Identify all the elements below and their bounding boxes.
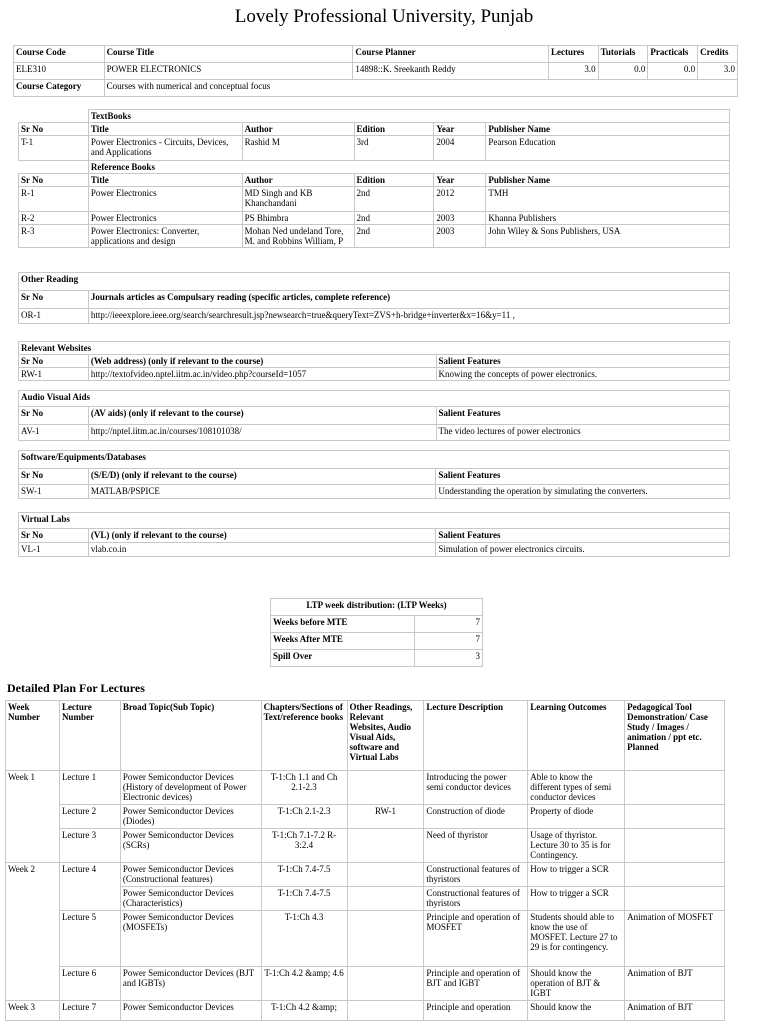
cell: 2nd (354, 187, 434, 212)
pedagogical-cell (625, 863, 725, 887)
table-row (6, 829, 725, 863)
cell: Khanna Publishers (486, 212, 730, 225)
description-cell: Constructional features of thyristors (424, 863, 528, 887)
topic-cell: Power Semiconductor Devices (Constructional features) (120, 863, 261, 887)
cell: PS Bhimbra (242, 212, 354, 225)
header-course-code: Course Code (14, 46, 105, 63)
vl-header-feat: Salient Features (436, 529, 730, 543)
topic-cell: Power Semiconductor Devices (SCRs) (120, 829, 261, 863)
av-header-ref: (AV aids) (only if relevant to the course) (88, 407, 436, 425)
table-row (6, 911, 725, 967)
lecture-cell: Lecture 6 (59, 967, 120, 1001)
header-credits: Credits (698, 46, 738, 63)
rb-header-year: Year (434, 174, 486, 187)
topic-cell: Power Semiconductor Devices (120, 1001, 261, 1021)
vl-header-ref: (VL) (only if relevant to the course) (88, 529, 435, 543)
description-cell: Introducing the power semi conductor devices (424, 771, 528, 805)
rb-header-srno: Sr No (19, 174, 89, 187)
or-ref: http://ieeexplore.ieee.org/search/searchresult.jsp?newsearch=true&queryText=ZVS+h-bridge+inverter&x=16&y=11 , (88, 309, 729, 324)
plan-heading: Detailed Plan For Lectures (7, 681, 145, 695)
rw-header-feat: Salient Features (436, 355, 730, 368)
rw-header-ref: (Web address) (only if relevant to the course) (88, 355, 436, 368)
ltp-table (270, 598, 483, 667)
ltp-value: 7 (415, 633, 483, 650)
cell: 2004 (434, 136, 486, 161)
description-cell: Construction of diode (424, 805, 528, 829)
outcome-cell: How to trigger a SCR (528, 863, 625, 887)
lecture-cell: Lecture 5 (59, 911, 120, 967)
table-row (6, 967, 725, 1001)
chapter-cell: T-1:Ch 4.2 &amp; 4.6 (261, 967, 347, 1001)
virtual-labs-table (18, 512, 730, 557)
other-cell (347, 967, 424, 1001)
header-course-planner: Course Planner (353, 46, 549, 63)
table-row (6, 1001, 725, 1021)
cell: MD Singh and KB Khanchandani (242, 187, 354, 212)
rb-header-author: Author (242, 174, 354, 187)
plan-header-outcomes: Learning Outcomes (528, 701, 625, 771)
chapter-cell: T-1:Ch 7.1-7.2 R-3:2.4 (261, 829, 347, 863)
cell: 2nd (354, 225, 434, 248)
av-header-feat: Salient Features (436, 407, 730, 425)
books-table (18, 109, 730, 248)
cell: T-1 (19, 136, 89, 161)
topic-cell: Power Semiconductor Devices (History of development of Power Electronic devices) (120, 771, 261, 805)
outcome-cell: How to trigger a SCR (528, 887, 625, 911)
outcome-cell: Students should able to know the use of MOSFET. Lecture 27 to 29 is for contingency. (528, 911, 625, 967)
outcome-cell: Property of diode (528, 805, 625, 829)
course-planner: 14898::K. Sreekanth Reddy (353, 63, 549, 80)
university-title: Lovely Professional University, Punjab (234, 6, 534, 27)
vl-srno: VL-1 (19, 543, 89, 557)
lecture-cell: Lecture 1 (59, 771, 120, 805)
ltp-label: Weeks before MTE (271, 616, 415, 633)
lecture-cell: Lecture 2 (59, 805, 120, 829)
week-cell: Week 1 (6, 771, 60, 863)
plan-header-topic: Broad Topic(Sub Topic) (120, 701, 261, 771)
other-reading-table (18, 272, 730, 324)
pedagogical-cell: Animation of MOSFET (625, 911, 725, 967)
cell: 2nd (354, 212, 434, 225)
cell: Power Electronics: Converter, applications and design (88, 225, 242, 248)
topic-cell: Power Semiconductor Devices (Characteristics) (120, 887, 261, 911)
ltp-label: Weeks After MTE (271, 633, 415, 650)
lecture-cell: Lecture 3 (59, 829, 120, 863)
header-practicals: Practicals (648, 46, 698, 63)
cell: 3rd (354, 136, 434, 161)
plan-header-lecture: Lecture Number (59, 701, 120, 771)
description-cell: Principle and operation of MOSFET (424, 911, 528, 967)
header-tutorials: Tutorials (598, 46, 648, 63)
topic-cell: Power Semiconductor Devices (MOSFETs) (120, 911, 261, 967)
chapter-cell: T-1:Ch 2.1-2.3 (261, 805, 347, 829)
description-cell: Principle and operation (424, 1001, 528, 1021)
outcome-cell: Usage of thyristor. Lecture 30 to 35 is for Contingency. (528, 829, 625, 863)
lecture-plan-table (5, 700, 725, 1021)
reference-label: Reference Books (88, 161, 729, 174)
chapter-cell: T-1:Ch 7.4-7.5 (261, 863, 347, 887)
credits-value: 3.0 (698, 63, 738, 80)
other-cell: RW-1 (347, 805, 424, 829)
cell: Power Electronics - Circuits, Devices, and Applications (88, 136, 242, 161)
chapter-cell: T-1:Ch 4.3 (261, 911, 347, 967)
software-label: Software/Equipments/Databases (19, 451, 730, 469)
lecture-cell: Lecture 4 (59, 863, 120, 911)
lecture-cell: Lecture 7 (59, 1001, 120, 1021)
pedagogical-cell (625, 771, 725, 805)
tb-header-edition: Edition (354, 123, 434, 136)
sw-header-ref: (S/E/D) (only if relevant to the course) (88, 469, 436, 485)
vl-link[interactable]: vlab.co.in (88, 543, 435, 557)
av-srno: AV-1 (19, 425, 89, 441)
header-course-title: Course Title (104, 46, 353, 63)
table-row (6, 805, 725, 829)
sw-feat: Understanding the operation by simulating the converters. (436, 485, 730, 499)
description-cell: Constructional features of thyristors (424, 887, 528, 911)
rw-header-srno: Sr No (19, 355, 89, 368)
rw-link[interactable]: http://textofvideo.nptel.iitm.ac.in/video.php?courseId=1057 (88, 368, 436, 381)
sw-header-feat: Salient Features (436, 469, 730, 485)
ltp-title: LTP week distribution: (LTP Weeks) (271, 599, 483, 616)
course-title: POWER ELECTRONICS (104, 63, 353, 80)
outcome-cell: Should know the (528, 1001, 625, 1021)
tb-header-title: Title (88, 123, 242, 136)
topic-cell: Power Semiconductor Devices (BJT and IGBTs) (120, 967, 261, 1001)
vl-header-srno: Sr No (19, 529, 89, 543)
chapter-cell: T-1:Ch 7.4-7.5 (261, 887, 347, 911)
course-category-label: Course Category (14, 80, 105, 97)
cell: R-1 (19, 187, 89, 212)
other-reading-label: Other Reading (19, 273, 730, 291)
cell: 2003 (434, 225, 486, 248)
cell: Power Electronics (88, 187, 242, 212)
tb-header-srno: Sr No (19, 123, 89, 136)
software-table (18, 450, 730, 499)
other-cell (347, 771, 424, 805)
week-cell: Week 3 (6, 1001, 60, 1021)
header-lectures: Lectures (548, 46, 598, 63)
other-cell (347, 887, 424, 911)
cell: Power Electronics (88, 212, 242, 225)
virtual-labs-label: Virtual Labs (19, 513, 730, 529)
pedagogical-cell: Animation of BJT (625, 1001, 725, 1021)
other-cell (347, 863, 424, 887)
rw-srno: RW-1 (19, 368, 89, 381)
rb-header-edition: Edition (354, 174, 434, 187)
practicals-value: 0.0 (648, 63, 698, 80)
pedagogical-cell: Animation of BJT (625, 967, 725, 1001)
av-feat: The video lectures of power electronics (436, 425, 730, 441)
cell: TMH (486, 187, 730, 212)
course-info-table (13, 45, 738, 97)
plan-header-description: Lecture Description (424, 701, 528, 771)
ltp-value: 7 (415, 616, 483, 633)
cell: 2012 (434, 187, 486, 212)
reference-row (19, 187, 730, 212)
other-cell (347, 829, 424, 863)
relevant-websites-table (18, 341, 730, 381)
cell: R-3 (19, 225, 89, 248)
ltp-value: 3 (415, 650, 483, 667)
ltp-label: Spill Over (271, 650, 415, 667)
chapter-cell: T-1:Ch 4.2 &amp; (261, 1001, 347, 1021)
plan-header-other: Other Readings, Relevant Websites, Audio Visual Aids, software and Virtual Labs (347, 701, 424, 771)
sw-header-srno: Sr No (19, 469, 89, 485)
reference-row (19, 212, 730, 225)
plan-header-chapters: Chapters/Sections of Text/reference books (261, 701, 347, 771)
plan-header-week: Week Number (6, 701, 60, 771)
tutorials-value: 0.0 (598, 63, 648, 80)
or-header-ref: Journals articles as Compulsary reading (specific articles, complete reference) (88, 291, 729, 309)
outcome-cell: Able to know the different types of semi conductor devices (528, 771, 625, 805)
table-row (6, 771, 725, 805)
reference-row (19, 225, 730, 248)
tb-header-publisher: Publisher Name (486, 123, 730, 136)
plan-header-pedagogical: Pedagogical Tool Demonstration/ Case Study / Images / animation / ppt etc. Planned (625, 701, 725, 771)
table-row (6, 863, 725, 887)
other-cell (347, 1001, 424, 1021)
sw-srno: SW-1 (19, 485, 89, 499)
course-category: Courses with numerical and conceptual focus (104, 80, 737, 97)
cell: Mohan Ned undeland Tore, M. and Robbins William, P (242, 225, 354, 248)
av-link[interactable]: http://nptel.iitm.ac.in/courses/108101038/ (88, 425, 436, 441)
textbooks-label: TextBooks (88, 110, 729, 123)
topic-cell: Power Semiconductor Devices (Diodes) (120, 805, 261, 829)
cell: John Wiley & Sons Publishers, USA (486, 225, 730, 248)
vl-feat: Simulation of power electronics circuits. (436, 543, 730, 557)
pedagogical-cell (625, 829, 725, 863)
pedagogical-cell (625, 887, 725, 911)
rw-feat: Knowing the concepts of power electronics. (436, 368, 730, 381)
cell: Pearson Education (486, 136, 730, 161)
or-header-srno: Sr No (19, 291, 89, 309)
outcome-cell: Should know the operation of BJT & IGBT (528, 967, 625, 1001)
course-code: ELE310 (14, 63, 105, 80)
rb-header-publisher: Publisher Name (486, 174, 730, 187)
sw-ref: MATLAB/PSPICE (88, 485, 436, 499)
other-cell (347, 911, 424, 967)
cell: R-2 (19, 212, 89, 225)
description-cell: Need of thyristor (424, 829, 528, 863)
or-srno: OR-1 (19, 309, 89, 324)
cell: Rashid M (242, 136, 354, 161)
cell: 2003 (434, 212, 486, 225)
av-header-srno: Sr No (19, 407, 89, 425)
audio-visual-table (18, 390, 730, 441)
textbook-row (19, 136, 730, 161)
week-cell: Week 2 (6, 863, 60, 1001)
audio-visual-label: Audio Visual Aids (19, 391, 730, 407)
relevant-websites-label: Relevant Websites (19, 342, 730, 355)
pedagogical-cell (625, 805, 725, 829)
description-cell: Principle and operation of BJT and IGBT (424, 967, 528, 1001)
tb-header-year: Year (434, 123, 486, 136)
tb-header-author: Author (242, 123, 354, 136)
rb-header-title: Title (88, 174, 242, 187)
chapter-cell: T-1:Ch 1.1 and Ch 2.1-2.3 (261, 771, 347, 805)
lectures-value: 3.0 (548, 63, 598, 80)
